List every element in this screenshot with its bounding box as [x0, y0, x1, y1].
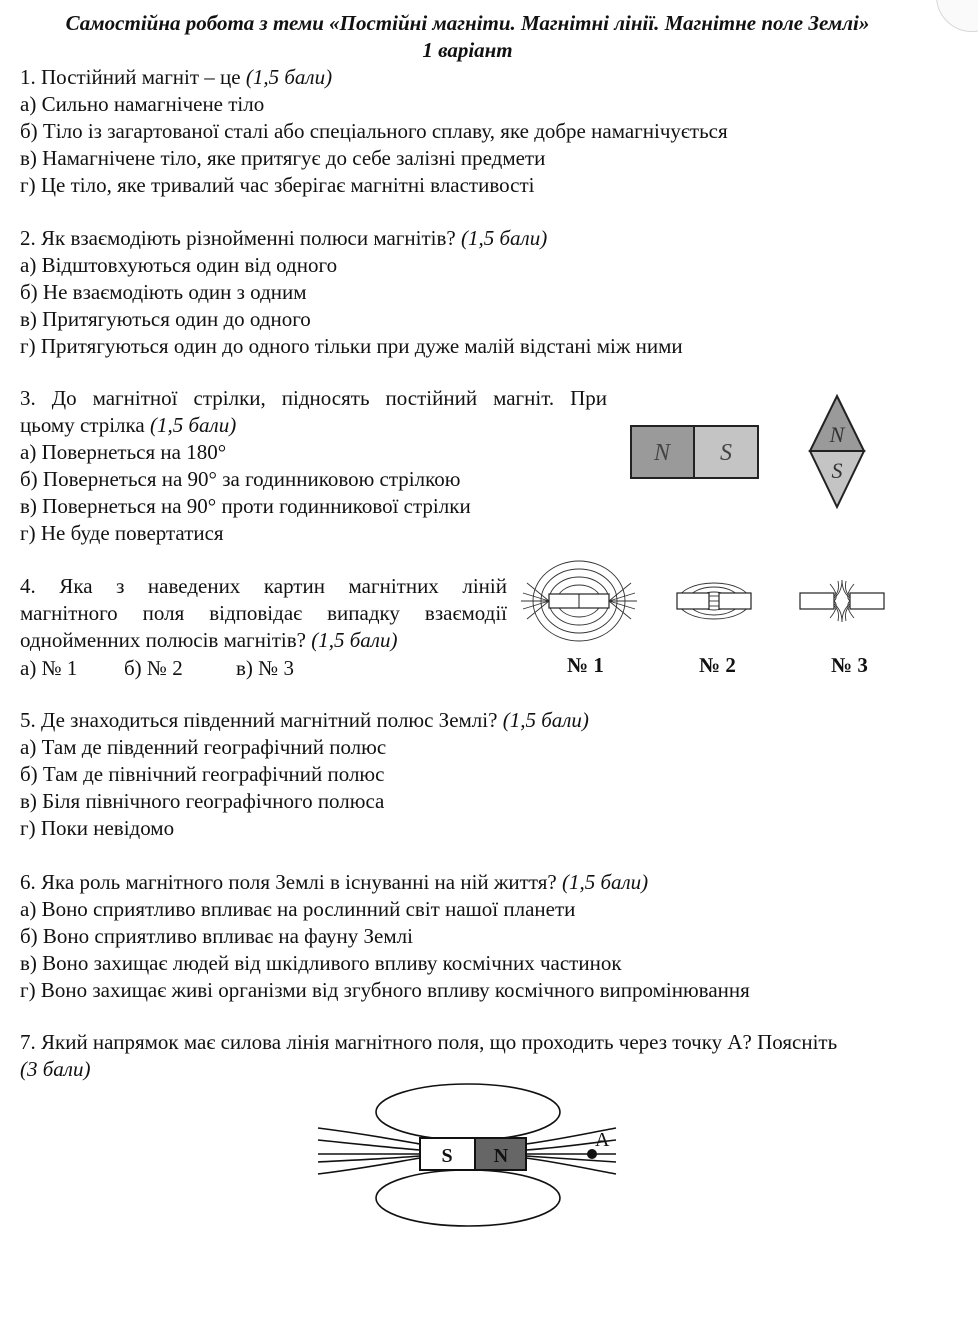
q1-option-a: а) Сильно намагнічене тіло [20, 92, 265, 116]
q4-points: (1,5 бали) [311, 628, 398, 652]
q7-magnet-s-label: S [441, 1145, 453, 1167]
needle-n-label: N [829, 422, 845, 447]
q2-option-c: в) Притягуються один до одного [20, 307, 311, 331]
q4-question-line2: магнітного поля відповідає випадку взаємодії [20, 601, 507, 625]
q5-question [20, 707, 589, 733]
q6-text: 6. Яка роль магнітного поля Землі в існуванні на ній життя? [20, 870, 557, 894]
q5-text: 5. Де знаходиться південний магнітний полюс Землі? [20, 708, 498, 732]
variant-label: 1 варіант [422, 38, 513, 62]
q4-field-figure-3 [796, 578, 888, 624]
q7-points: (3 бали) [20, 1057, 91, 1081]
q4-field-figure-2 [672, 580, 756, 622]
q6-option-b: б) Воно сприятливо впливає на фауну Землі [20, 924, 413, 948]
q1-option-d: г) Це тіло, яке тривалий час зберігає магнітні властивості [20, 173, 535, 197]
q1-option-b: б) Тіло із загартованої сталі або спеціального сплаву, яке добре намагнічується [20, 119, 728, 143]
magnet-n-label: N [653, 440, 671, 466]
q4-option-b: б) № 2 [124, 656, 183, 680]
q6-option-a: а) Воно сприятливо впливає на рослинний світ нашої планети [20, 897, 576, 921]
q2-option-a: а) Відштовхуються один від одного [20, 253, 338, 277]
q7-magnet-field-figure [316, 1082, 620, 1228]
q5-points: (1,5 бали) [502, 708, 589, 732]
q6-option-c: в) Воно захищає людей від шкідливого впливу космічних частинок [20, 951, 622, 975]
q3-compass-needle [806, 393, 868, 511]
q4-figure-label-3: № 3 [831, 653, 868, 677]
q5-option-a: а) Там де південний географічний полюс [20, 735, 387, 759]
q1-text: 1. Постійний магніт – це [20, 65, 241, 89]
q2-text: 2. Як взаємодіють різнойменні полюси магнітів? [20, 226, 456, 250]
q6-question [20, 869, 648, 895]
q4-figure-label-1: № 1 [567, 653, 604, 677]
q3-question-line2 [20, 412, 236, 438]
q3-bar-magnet [630, 425, 762, 481]
q5-option-d: г) Поки невідомо [20, 816, 175, 840]
q3-option-c: в) Повернеться на 90° проти годинникової стрілки [20, 494, 471, 518]
q4-text: однойменних полюсів магнітів? [20, 628, 306, 652]
q4-question-line3 [20, 627, 397, 653]
q3-text: цьому стрілка [20, 413, 145, 437]
q3-option-a: а) Повернеться на 180° [20, 440, 227, 464]
q4-question-line1: 4. Яка з наведених картин магнітних ліній [20, 574, 507, 598]
q2-option-b: б) Не взаємодіють один з одним [20, 280, 307, 304]
q2-question [20, 225, 547, 251]
q3-option-b: б) Повернеться на 90° за годинниковою стрілкою [20, 467, 461, 491]
q6-option-d: г) Воно захищає живі організми від згубного впливу космічного випромінювання [20, 978, 750, 1002]
page-corner-decoration [936, 0, 978, 32]
q2-option-d: г) Притягуються один до одного тільки при дуже малій відстані між ними [20, 334, 683, 358]
q7-magnet-n-label: N [493, 1145, 509, 1167]
needle-s-label: S [831, 458, 843, 483]
q6-points: (1,5 бали) [561, 870, 649, 894]
q3-option-d: г) Не буде повертатися [20, 521, 224, 545]
q3-question-line1: 3. До магнітної стрілки, підносять постійний магніт. При [20, 386, 607, 410]
q1-points: (1,5 бали) [245, 65, 333, 89]
q1-option-c: в) Намагнічене тіло, яке притягує до себе залізні предмети [20, 146, 546, 170]
q4-figure-label-2: № 2 [699, 653, 736, 677]
q5-option-b: б) Там де північний географічний полюс [20, 762, 385, 786]
worksheet-title: Самостійна робота з теми «Постійні магніти. Магнітні лінії. Магнітне поле Землі» [65, 11, 870, 35]
q7-question: 7. Який напрямок має силова лінія магнітного поля, що проходить через точку А? Поясніть [20, 1030, 838, 1054]
q2-points: (1,5 бали) [461, 226, 548, 250]
q4-option-a: а) № 1 [20, 656, 78, 680]
magnet-s-label: S [720, 440, 732, 466]
q3-points: (1,5 бали) [149, 413, 237, 437]
q5-option-c: в) Біля північного географічного полюса [20, 789, 385, 813]
q4-field-figure-1 [517, 553, 641, 649]
q1-question [20, 64, 332, 90]
q7-point-a-label: A [595, 1129, 610, 1151]
q4-option-c: в) № 3 [236, 656, 294, 680]
